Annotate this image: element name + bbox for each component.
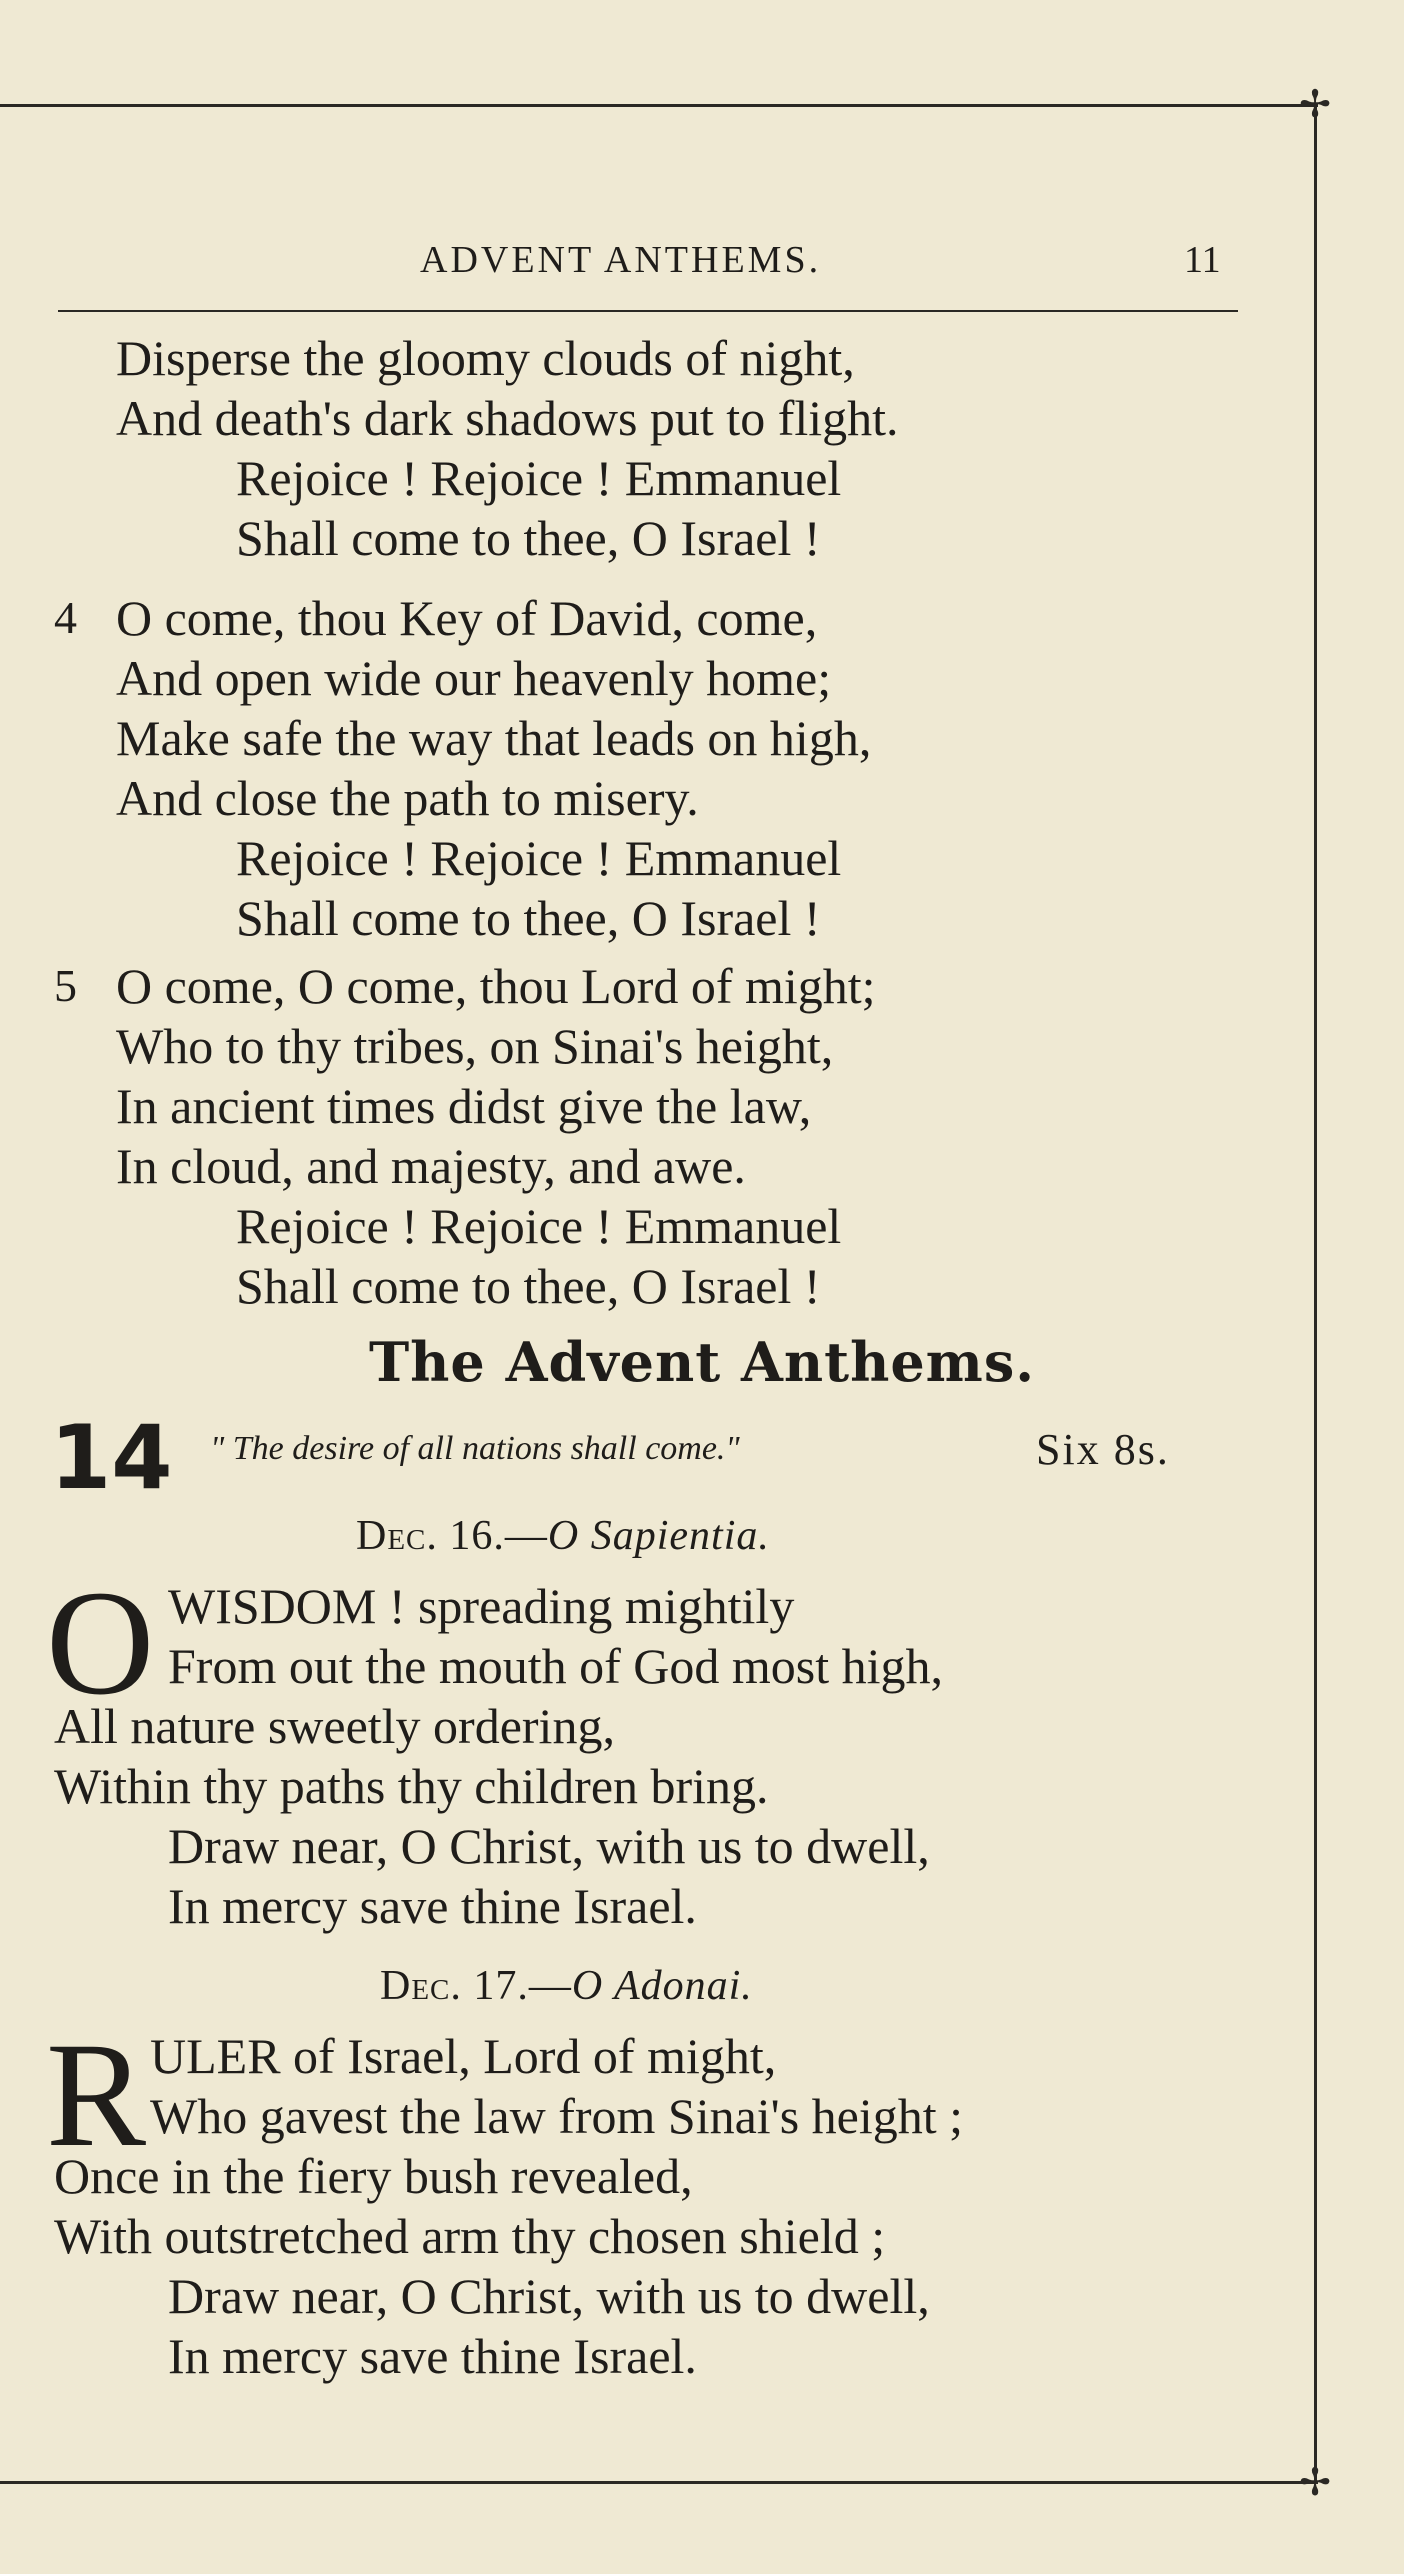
hymn-line: With outstretched arm thy chosen shield ; bbox=[54, 2208, 886, 2264]
hymn-number: 14 bbox=[50, 1406, 173, 1509]
page-number: 11 bbox=[1184, 239, 1221, 281]
hymn-line: Who to thy tribes, on Sinai's height, bbox=[116, 1018, 834, 1074]
top-rule bbox=[0, 104, 1318, 107]
hymn-line: Disperse the gloomy clouds of night, bbox=[116, 330, 855, 386]
hymn-line: In cloud, and majesty, and awe. bbox=[116, 1138, 746, 1194]
hymn-line: From out the mouth of God most high, bbox=[168, 1638, 943, 1694]
refrain-line: In mercy save thine Israel. bbox=[168, 2328, 697, 2384]
refrain-line: Shall come to thee, O Israel ! bbox=[236, 510, 821, 566]
antiphon-heading bbox=[356, 1512, 770, 1560]
hymn-line: And open wide our heavenly home; bbox=[116, 650, 832, 706]
antiphon-latin: O Adonai. bbox=[571, 1963, 753, 2009]
hymn-line: And death's dark shadows put to flight. bbox=[116, 390, 899, 446]
verse-number: 4 bbox=[54, 592, 77, 643]
drop-cap: R bbox=[46, 2012, 147, 2178]
hymn-line: O come, O come, thou Lord of might; bbox=[116, 958, 876, 1014]
header-rule bbox=[58, 310, 1238, 312]
hymn-line: Make safe the way that leads on high, bbox=[116, 710, 872, 766]
refrain-line: Shall come to thee, O Israel ! bbox=[236, 890, 821, 946]
bottom-rule bbox=[0, 2481, 1318, 2484]
verse-number: 5 bbox=[54, 960, 77, 1011]
hymn-line: And close the path to misery. bbox=[116, 770, 699, 826]
antiphon-latin: O Sapientia. bbox=[547, 1513, 770, 1559]
antiphon-heading bbox=[380, 1962, 753, 2010]
refrain-line: Draw near, O Christ, with us to dwell, bbox=[168, 2268, 930, 2324]
refrain-line: Shall come to thee, O Israel ! bbox=[236, 1258, 821, 1314]
running-title: ADVENT ANTHEMS. bbox=[420, 239, 822, 281]
drop-cap: O bbox=[46, 1560, 155, 1726]
hymn-line: Who gavest the law from Sinai's height ; bbox=[150, 2088, 964, 2144]
refrain-line: Rejoice ! Rejoice ! Emmanuel bbox=[236, 830, 842, 886]
refrain-line: In mercy save thine Israel. bbox=[168, 1878, 697, 1934]
cross-ornament-icon: ✢ bbox=[1299, 2460, 1331, 2504]
antiphon-date: Dec. 17.— bbox=[380, 1963, 572, 2009]
epigraph: " The desire of all nations shall come." bbox=[210, 1430, 740, 1467]
hymn-line: Within thy paths thy children bring. bbox=[54, 1758, 769, 1814]
hymn-line: Once in the fiery bush revealed, bbox=[54, 2148, 693, 2204]
section-title: The Advent Anthems. bbox=[368, 1330, 1036, 1394]
hymn-line: All nature sweetly ordering, bbox=[54, 1698, 615, 1754]
cross-ornament-icon: ✢ bbox=[1299, 82, 1331, 126]
refrain-line: Draw near, O Christ, with us to dwell, bbox=[168, 1818, 930, 1874]
refrain-line: Rejoice ! Rejoice ! Emmanuel bbox=[236, 1198, 842, 1254]
meter: Six 8s. bbox=[1036, 1425, 1170, 1474]
right-margin-rule bbox=[1314, 104, 1317, 2482]
hymn-line: In ancient times didst give the law, bbox=[116, 1078, 812, 1134]
antiphon-date: Dec. 16.— bbox=[356, 1513, 548, 1559]
hymn-line: O come, thou Key of David, come, bbox=[116, 590, 818, 646]
hymn-line: ULER of Israel, Lord of might, bbox=[150, 2028, 777, 2084]
refrain-line: Rejoice ! Rejoice ! Emmanuel bbox=[236, 450, 842, 506]
hymn-line: WISDOM ! spreading mightily bbox=[168, 1578, 795, 1634]
